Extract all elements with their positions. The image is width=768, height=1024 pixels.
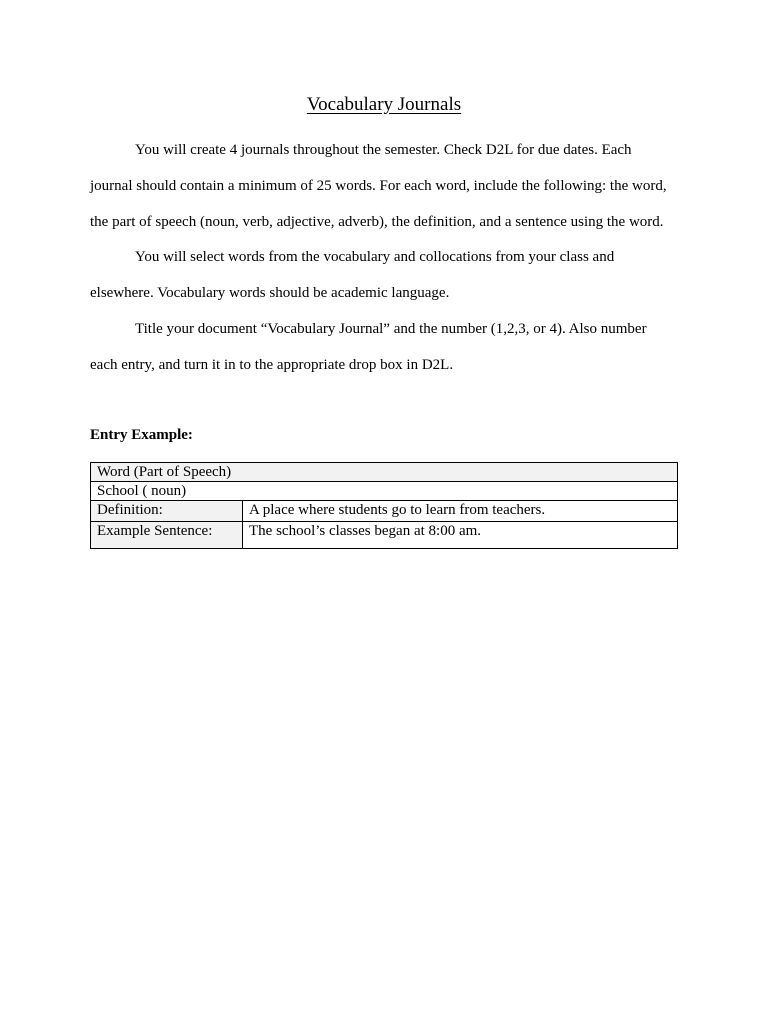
table-sentence-value: The school’s classes began at 8:00 am. bbox=[243, 522, 678, 549]
entry-example-heading: Entry Example: bbox=[90, 427, 193, 443]
paragraph-2-line-2: elsewhere. Vocabulary words should be academic language. bbox=[90, 285, 450, 302]
table-definition-label: Definition: bbox=[91, 501, 243, 522]
table-row bbox=[91, 463, 678, 482]
entry-example-table bbox=[90, 462, 678, 549]
table-sentence-label: Example Sentence: bbox=[91, 522, 243, 549]
paragraph-3 bbox=[90, 312, 680, 384]
table-header-cell: Word (Part of Speech) bbox=[91, 463, 678, 482]
paragraph-1-line-3: the part of speech (noun, verb, adjective, adverb), the definition, and a sentence using the word. bbox=[90, 213, 664, 230]
table-row bbox=[91, 501, 678, 522]
paragraph-2-line-1: You will select words from the vocabulary and collocations from your class and bbox=[135, 249, 615, 266]
paragraph-2 bbox=[90, 240, 680, 312]
paragraph-1-line-1: You will create 4 journals throughout the semester. Check D2L for due dates. Each bbox=[135, 142, 632, 158]
document-title: Vocabulary Journals bbox=[306, 94, 462, 115]
paragraph-1 bbox=[90, 133, 680, 240]
table-row bbox=[91, 482, 678, 501]
document-body bbox=[90, 133, 680, 384]
table-definition-value: A place where students go to learn from teachers. bbox=[243, 501, 678, 522]
paragraph-3-line-2: each entry, and turn it in to the appropriate drop box in D2L. bbox=[90, 356, 454, 373]
paragraph-1-line-2: journal should contain a minimum of 25 words. For each word, include the following: the word, bbox=[90, 177, 667, 194]
table-row bbox=[91, 522, 678, 549]
table-word-cell: School ( noun) bbox=[91, 482, 678, 501]
paragraph-3-line-1: Title your document “Vocabulary Journal” and the number (1,2,3, or 4). Also number bbox=[135, 320, 647, 337]
